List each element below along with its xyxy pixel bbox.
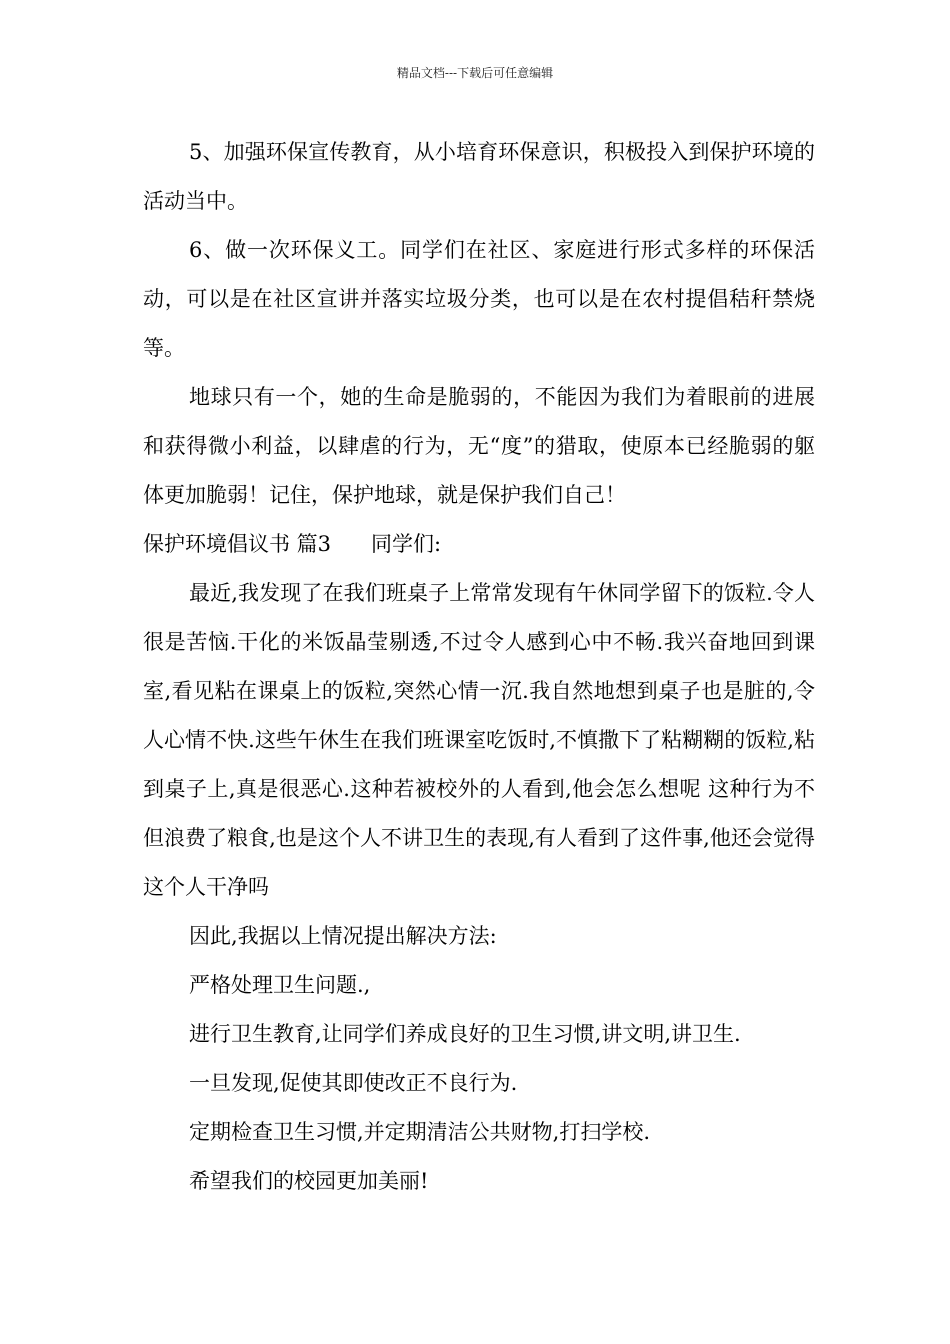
section-greeting: 同学们:: [371, 532, 442, 556]
paragraph-solutions-intro: 因此,我据以上情况提出解决方法:: [189, 924, 497, 948]
paragraph-solution-1: 严格处理卫生问题.,: [189, 973, 371, 997]
paragraph-item-6: 6、做一次环保义工。同学们在社区、家庭进行形式多样的环保活动，可以是在社区宣讲并落实垃圾分类，也可以是在农村提倡秸秆禁烧等。: [143, 238, 815, 360]
paragraph-closing: 希望我们的校园更加美丽!: [189, 1169, 429, 1193]
section-heading: [143, 520, 815, 569]
document-body: [143, 128, 815, 1206]
paragraph-solution-3: 一旦发现,促使其即使改正不良行为.: [189, 1071, 518, 1095]
page-header: 精品文档---下载后可任意编辑: [396, 66, 554, 80]
paragraph-item-5: 5、加强环保宣传教育，从小培育环保意识，积极投入到保护环境的活动当中。: [143, 140, 815, 213]
section-title: 保护环境倡议书 篇3: [143, 532, 332, 556]
paragraph-earth: 地球只有一个，她的生命是脆弱的，不能因为我们为着眼前的进展和获得微小利益，以肆虐的行为，无“度”的猎取，使原本已经脆弱的躯体更加脆弱！记住，保护地球，就是保护我们自己！: [143, 385, 815, 507]
paragraph-observation: 最近,我发现了在我们班桌子上常常发现有午休同学留下的饭粒.令人很是苦恼.干化的米饭晶莹剔透,不过令人感到心中不畅.我兴奋地回到课室,看见粘在课桌上的饭粒,突然心情一沉.我自然地想到桌子也是脏的,令人心情不快.这些午休生在我们班课室吃饭时,不慎撒下了粘糊糊的饭粒,粘到桌子上,真是很恶心.这种若被校外的人看到,他会怎么想呢 这种行为不但浪费了粮食,也是这个人不讲卫生的表现,有人看到了这件事,他还会觉得这个人干净吗: [143, 581, 815, 899]
paragraph-solution-2: 进行卫生教育,让同学们养成良好的卫生习惯,讲文明,讲卫生.: [189, 1022, 741, 1046]
paragraph-solution-4: 定期检查卫生习惯,并定期清洁公共财物,打扫学校.: [189, 1120, 651, 1144]
